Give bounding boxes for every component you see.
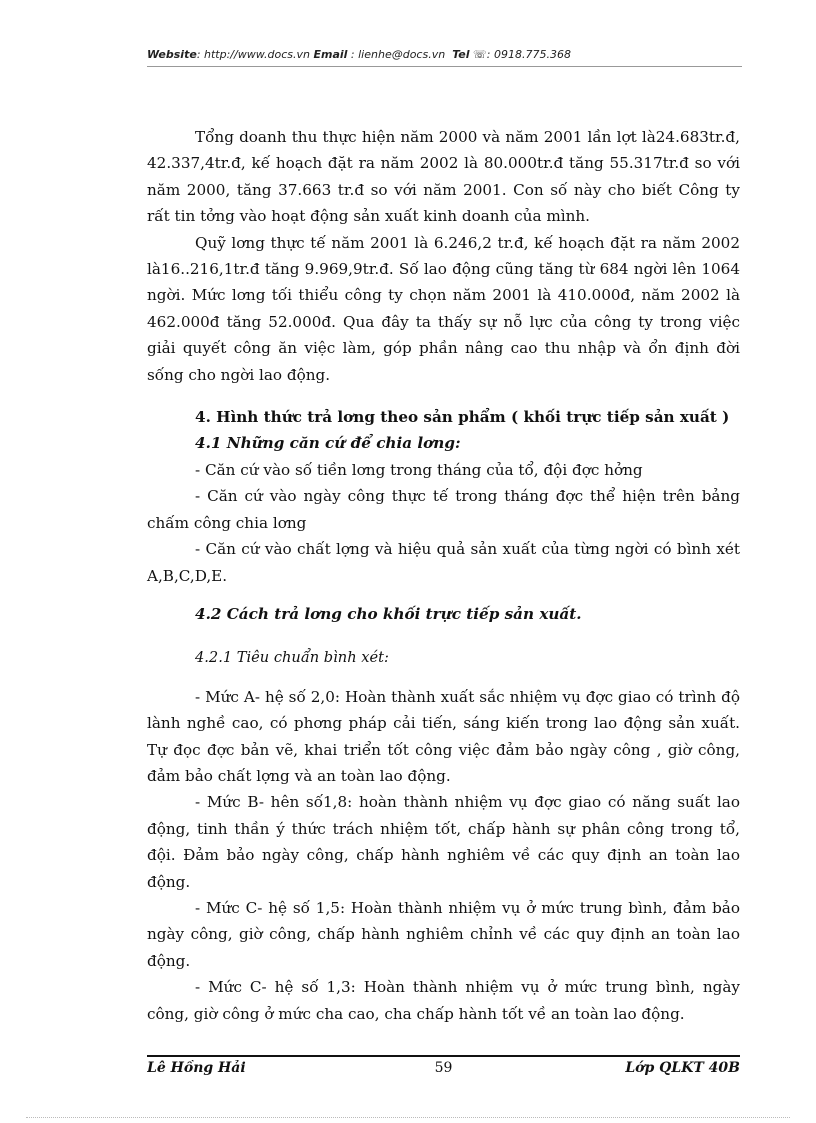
telephone-icon: ☏ (473, 48, 487, 61)
paragraph-revenue: Tổng doanh thu thực hiện năm 2000 và năm 2001 lần lợt là24.683tr.đ, 42.337,4tr.đ, kế hoạch đặt ra năm 2002 là 80.000tr.đ tăng 55.317tr.đ so với năm 2000, tăng 37.663 tr.đ so với năm 2001. Con số này cho biết Công ty rất tin tởng vào hoạt động sản xuất kinh doanh của mình. (147, 128, 740, 226)
document-body (147, 124, 740, 1027)
section-heading-4: 4. Hình thức trả lơng theo sản phẩm ( khối trực tiếp sản xuất ) (195, 408, 730, 427)
bullet-salary-basis: - Căn cứ vào số tiền lơng trong tháng của tổ, đội đợc hởng (195, 460, 643, 479)
footer-author: Lê Hồng Hải (147, 1060, 246, 1076)
tel-label: Tel (452, 48, 470, 61)
website-value: : http://www.docs.vn (196, 48, 310, 61)
page-number: 59 (434, 1060, 453, 1076)
section-heading-4-2-1: 4.2.1 Tiêu chuẩn bình xét: (195, 649, 389, 667)
footer-class: Lớp QLKT 40B (625, 1060, 740, 1076)
paragraph-wage-fund: Quỹ lơng thực tế năm 2001 là 6.246,2 tr.đ, kế hoạch đặt ra năm 2002 là16..216,1tr.đ tăng 9.969,9tr.đ. Số lao động cũng tăng từ 684 ngời lên 1064 ngời. Mức lơng tối thiểu công ty chọn năm 2001 là 410.000đ, năm 2002 là 462.000đ tăng 52.000đ. Qua đây ta thấy sự nỗ lực của công ty trong việc giải quyết công ăn việc làm, góp phần nâng cao thu nhập và ổn định đời sống cho ngời lao động. (147, 233, 740, 384)
tel-value: : 0918.775.368 (486, 48, 571, 61)
criteria-level-c-2: - Mức C- hệ số 1,3: Hoàn thành nhiệm vụ ở mức trung bình, ngày công, giờ công ở mức cha cao, cha chấp hành tốt về an toàn lao động. (147, 978, 740, 1023)
bullet-quality-basis: - Căn cứ vào chất lợng và hiệu quả sản xuất của từng ngời có bình xét A,B,C,D,E. (147, 540, 740, 585)
section-heading-4-2: 4.2 Cách trả lơng cho khối trực tiếp sản xuất. (195, 604, 582, 623)
page-edge (26, 1117, 790, 1118)
footer-divider (147, 1055, 740, 1057)
page-footer (147, 1060, 740, 1080)
website-label: Website (147, 48, 197, 61)
bullet-workdays-basis: - Căn cứ vào ngày công thực tế trong tháng đợc thể hiện trên bảng chấm công chia lơng (147, 487, 740, 532)
header-divider (147, 66, 742, 67)
criteria-level-c-1: - Mức C- hệ số 1,5: Hoàn thành nhiệm vụ ở mức trung bình, đảm bảo ngày công, giờ công, chấp hành nghiêm chỉnh về các quy định an toàn lao động. (147, 898, 740, 970)
email-label: Email (313, 48, 348, 61)
section-heading-4-1: 4.1 Những căn cứ để chia lơng: (195, 434, 461, 453)
email-value: : lienhe@docs.vn (350, 48, 446, 61)
criteria-level-a: - Mức A- hệ số 2,0: Hoàn thành xuất sắc nhiệm vụ đợc giao có trình độ lành nghề cao, có phơng pháp cải tiến, sáng kiến trong lao động sản xuất. Tự đọc đợc bản vẽ, khai triển tốt công việc đảm bảo ngày công , giờ công, đảm bảo chất lợng và an toàn lao động. (147, 687, 740, 785)
criteria-level-b: - Mức B- hên số1,8: hoàn thành nhiệm vụ đợc giao có năng suất lao động, tinh thần ý thức trách nhiệm tốt, chấp hành sự phân công trong tổ, đội. Đảm bảo ngày công, chấp hành nghiêm về các quy định an toàn lao động. (147, 793, 740, 891)
page-header (147, 48, 742, 61)
